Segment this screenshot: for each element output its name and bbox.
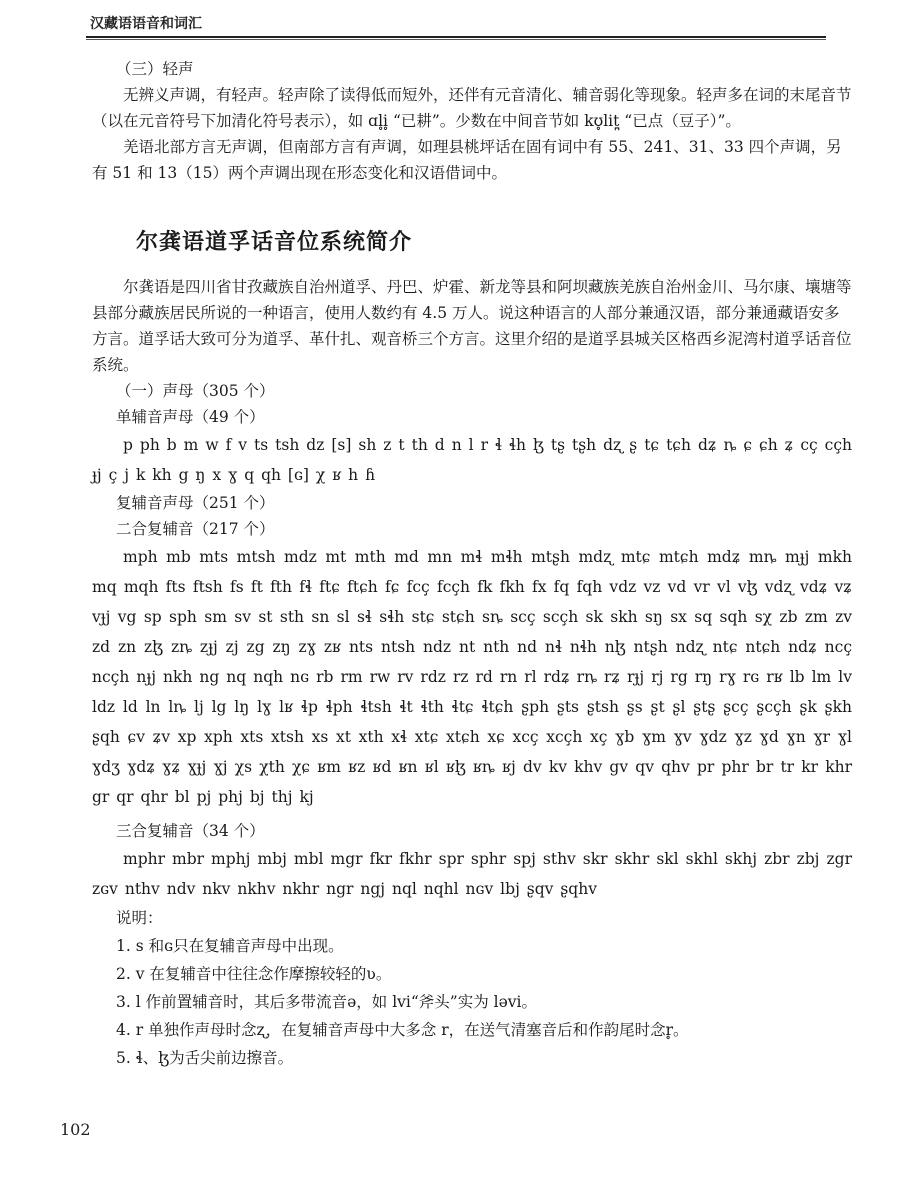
- note-item: 1. s 和ɢ只在复辅音声母中出现。: [116, 937, 344, 955]
- note-item: 4. r 单独作声母时念ʐ，在复辅音声母中大多念 r，在送气清塞音后和作韵尾时念r̥。: [116, 1021, 689, 1039]
- two-consonant-heading: 二合复辅音（217 个）: [116, 520, 275, 538]
- page-number: 102: [60, 1120, 91, 1139]
- paragraph-qiang-tones: 羌语北部方言无声调，但南部方言有声调，如理县桃坪话在固有词中有 55、241、31、33 四个声调，另有 51 和 13（15）两个声调出现在形态变化和汉语借词中。: [92, 138, 842, 182]
- note-item: 2. v 在复辅音中往往念作摩擦较轻的ʋ。: [116, 965, 392, 983]
- complex-consonant-heading: 复辅音声母（251 个）: [116, 494, 275, 512]
- running-header: [86, 8, 876, 34]
- page-body: [92, 56, 852, 1072]
- section-title: 尔龚语道孚话音位系统简介: [136, 230, 413, 255]
- notes-heading: 说明：: [116, 909, 163, 927]
- three-consonant-list: mphr mbr mphj mbj mbl mgr fkr fkhr spr sphr spj sthv skr skhr skl skhl skhj zbr zbj zgr zɢv nthv ndv nkv nkhv nkhr ngr ngj nql nqhl nɢv lbj ʂqv ʂqhv: [92, 850, 852, 898]
- section-intro-paragraph: 尔龚语是四川省甘孜藏族自治州道孚、丹巴、炉霍、新龙等县和阿坝藏族羌族自治州金川、马尔康、壤塘等县部分藏族居民所说的一种语言，使用人数约有 4.5 万人。说这种语言的人部分兼通汉语，部分兼通藏语安多方言。道孚话大致可分为道孚、革什扎、观音桥三个方言。这里介绍的是道孚县城关区格西乡泥湾村道孚话音位系统。: [92, 278, 852, 374]
- three-consonant-heading: 三合复辅音（34 个）: [116, 822, 265, 840]
- paragraph-neutral-tone: 无辨义声调，有轻声。轻声除了读得低而短外，还伴有元音清化、辅音弱化等现象。轻声多在词的末尾音节（以在元音符号下加清化符号表示），如 ɑl̥i̥ “已耕”。少数在中间音节如 kʊ̥lit̪ “已点（豆子）”。: [92, 86, 852, 130]
- note-item: 3. l 作前置辅音时，其后多带流音ə，如 lvi“斧头”实为 ləvi。: [116, 993, 537, 1011]
- note-item: 5. ɬ、ɮ为舌尖前边擦音。: [116, 1049, 294, 1067]
- header-rule-thin: [86, 39, 826, 40]
- header-rule: [86, 36, 826, 38]
- running-header-title: 汉藏语语音和词汇: [90, 16, 202, 32]
- two-consonant-list: mph mb mts mtsh mdz mt mth md mn mɬ mɬh mtʂh mdʐ mtɕ mtɕh mdʑ mȵ mɟj mkh mq mqh fts ftsh fs ft fth fɬ ftɕ ftɕh fɕ fcç fcçh fk fkh fx fq fqh vdz vz vd vr vl vɮ vdʐ vdʑ vʑ vɟj vg sp sph sm sv st sth sn sl sɬ sɬh stɕ stɕh sȵ scç scçh sk skh sŋ sx sq sqh sχ zb zm zv zd zn zɮ zȵ zɟj zj zg zŋ zɣ zʁ nts ntsh ndz nt nth nd nɬ nɬh nɮ ntʂh ndʐ ntɕ ntɕh ndʑ ncç ncçh nɟj nkh ng nq nqh nɢ rb rm rw rv rdz rz rd rn rl rdʑ rȵ rʑ rɟj rj rg rŋ rɣ rɢ rʁ lb lm lv ldz ld ln lȵ lj lg lŋ lɣ lʁ ɬp ɬph ɬtsh ɬt ɬth ɬtɕ ɬtɕh ʂph ʂts ʂtsh ʂs ʂt ʂl ʂtʂ ʂcç ʂcçh ʂk ʂkh ʂqh ɕv ʑv xp xph xts xtsh xs xt xth xɬ xtɕ xtɕh xɕ xcç xcçh xç ɣb ɣm ɣv ɣdz ɣz ɣd ɣn ɣr ɣl ɣdʒ ɣdʑ ɣʑ ɣɟj ɣj χs χth χɕ ʁm ʁz ʁd ʁn ʁl ʁɮ ʁȵ ʁj dv kv khv gv qv qhv pr phr br tr kr khr gr qr qhr bl pj phj bj thj kj: [92, 548, 852, 806]
- subheading-neutral-tone: （三）轻声: [116, 60, 194, 78]
- single-consonant-list: p ph b m w f v ts tsh dz [s] sh z t th d n l r ɬ ɬh ɮ tʂ tʂh dʐ ʂ tɕ tɕh dʑ ȵ ɕ ɕh ʑ cç cçh ɟj ç j k kh g ŋ x ɣ q qh [ɢ] χ ʁ h ɦ: [92, 436, 852, 484]
- single-consonant-heading: 单辅音声母（49 个）: [116, 408, 265, 426]
- initials-heading: （一）声母（305 个）: [116, 382, 275, 400]
